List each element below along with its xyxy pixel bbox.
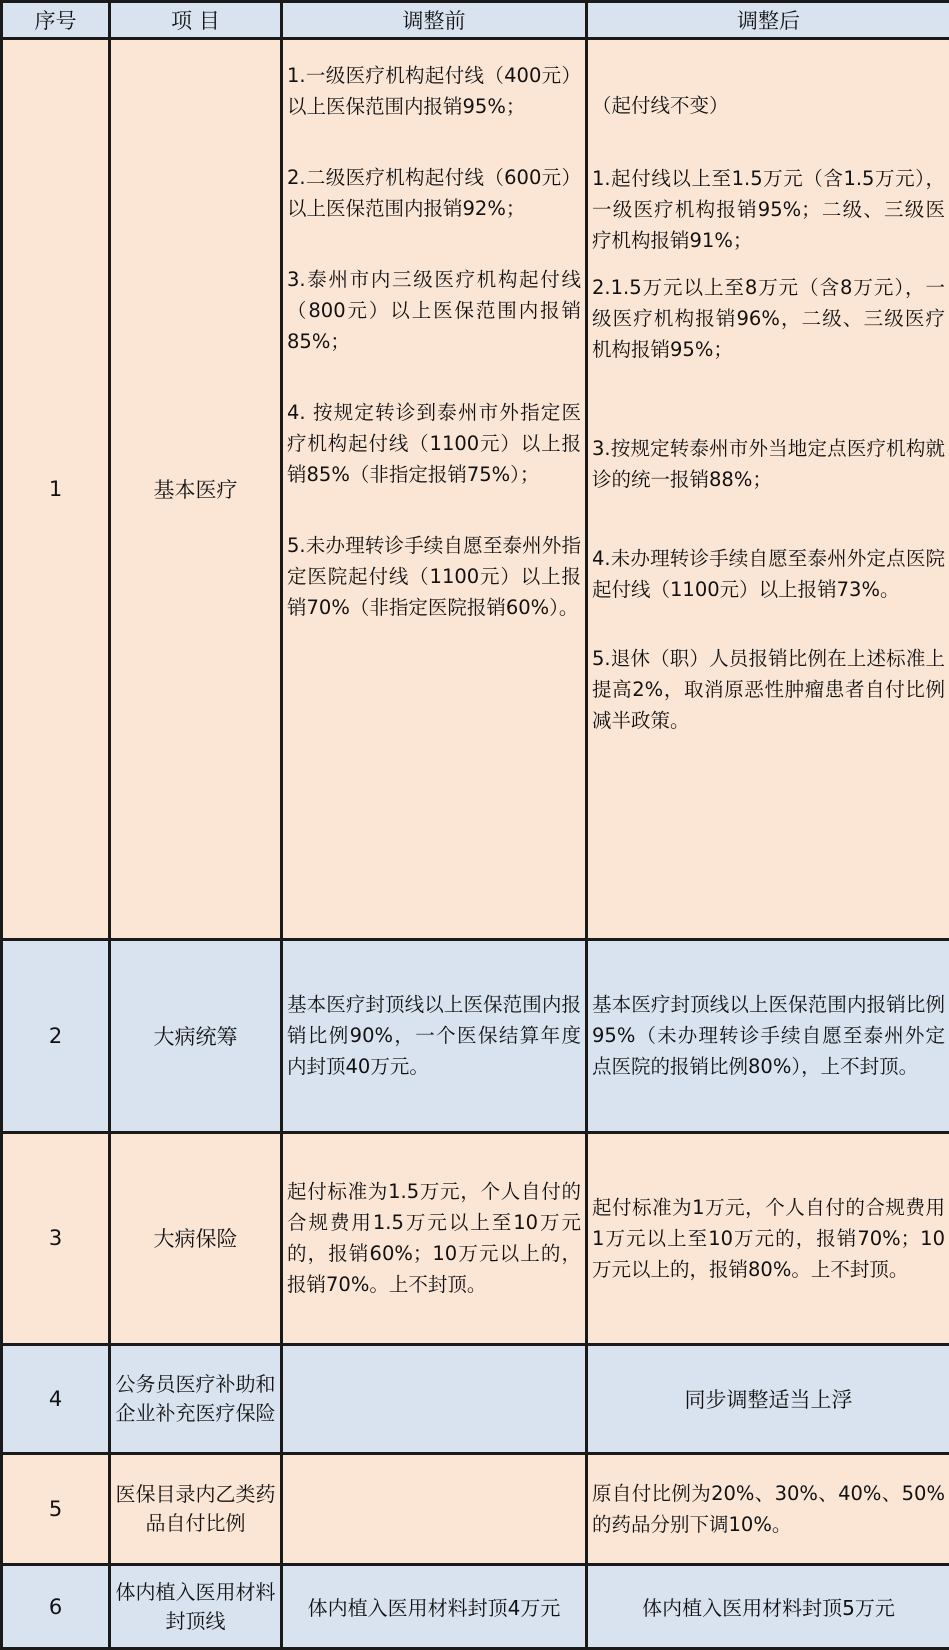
header-before: 调整前	[282, 2, 587, 39]
table-row	[2, 39, 949, 940]
row-before: 基本医疗封顶线以上医保范围内报销比例90%，一个医保结算年度内封顶40万元。	[282, 939, 587, 1132]
after-point-5: 5.退休（职）人员报销比例在上述标准上提高2%，取消原恶性肿瘤患者自付比例减半政策。	[592, 647, 945, 732]
row-no: 3	[2, 1132, 110, 1344]
table-row	[2, 1453, 949, 1564]
row-no: 4	[2, 1344, 110, 1453]
header-row	[2, 2, 949, 39]
row-item: 体内植入医用材料封顶线	[110, 1565, 282, 1649]
row-no: 6	[2, 1565, 110, 1649]
after-point-4: 4.未办理转诊手续自愿至泰州外定点医院起付线（1100元）以上报销73%。	[592, 547, 945, 601]
row-after: 体内植入医用材料封顶5万元	[587, 1565, 949, 1649]
row-item: 公务员医疗补助和企业补充医疗保险	[110, 1344, 282, 1453]
after-point-1: 1.起付线以上至1.5万元（含1.5万元），一级医疗机构报销95%；二级、三级医疗机构报销91%；	[592, 167, 945, 252]
row-before	[282, 1453, 587, 1564]
row-after: 同步调整适当上浮	[587, 1344, 949, 1453]
row-before: 体内植入医用材料封顶4万元	[282, 1565, 587, 1649]
row-item: 大病统筹	[110, 939, 282, 1132]
before-point-1: 1.一级医疗机构起付线（400元）以上医保范围内报销95%；	[287, 64, 581, 118]
row-item: 大病保险	[110, 1132, 282, 1344]
header-after: 调整后	[587, 2, 949, 39]
table-row	[2, 1565, 949, 1649]
before-point-2: 2.二级医疗机构起付线（600元）以上医保范围内报销92%；	[287, 166, 581, 220]
header-item: 项 目	[110, 2, 282, 39]
row-no: 2	[2, 939, 110, 1132]
before-point-3: 3.泰州市内三级医疗机构起付线（800元）以上医保范围内报销85%；	[287, 268, 581, 353]
table-row	[2, 939, 949, 1132]
before-point-4: 4. 按规定转诊到泰州市外指定医疗机构起付线（1100元）以上报销85%（非指定报销75%）；	[287, 401, 581, 486]
row-before	[282, 1344, 587, 1453]
row-item: 基本医疗	[110, 39, 282, 940]
table-row	[2, 1344, 949, 1453]
row-after: 原自付比例为20%、30%、40%、50%的药品分别下调10%。	[587, 1453, 949, 1564]
row-before: 起付标准为1.5万元，个人自付的合规费用1.5万元以上至10万元的，报销60%；10万元以上的，报销70%。上不封顶。	[282, 1132, 587, 1344]
after-note: （起付线不变）	[592, 94, 729, 117]
row-no: 5	[2, 1453, 110, 1564]
table-row	[2, 1132, 949, 1344]
row-after: 起付标准为1万元，个人自付的合规费用1万元以上至10万元的，报销70%；10万元以上的，报销80%。上不封顶。	[587, 1132, 949, 1344]
after-point-2: 2.1.5万元以上至8万元（含8万元），一级医疗机构报销96%，二级、三级医疗机构报销95%；	[592, 276, 945, 361]
before-point-5: 5.未办理转诊手续自愿至泰州外指定医院起付线（1100元）以上报销70%（非指定医院报销60%）。	[287, 534, 581, 619]
row-after: 基本医疗封顶线以上医保范围内报销比例95%（未办理转诊手续自愿至泰州外定点医院的报销比例80%），上不封顶。	[587, 939, 949, 1132]
row-before	[282, 39, 587, 940]
row-item: 医保目录内乙类药品自付比例	[110, 1453, 282, 1564]
after-point-3: 3.按规定转泰州市外当地定点医疗机构就诊的统一报销88%；	[592, 437, 945, 491]
header-no: 序号	[2, 2, 110, 39]
row-no: 1	[2, 39, 110, 940]
row-after	[587, 39, 949, 940]
